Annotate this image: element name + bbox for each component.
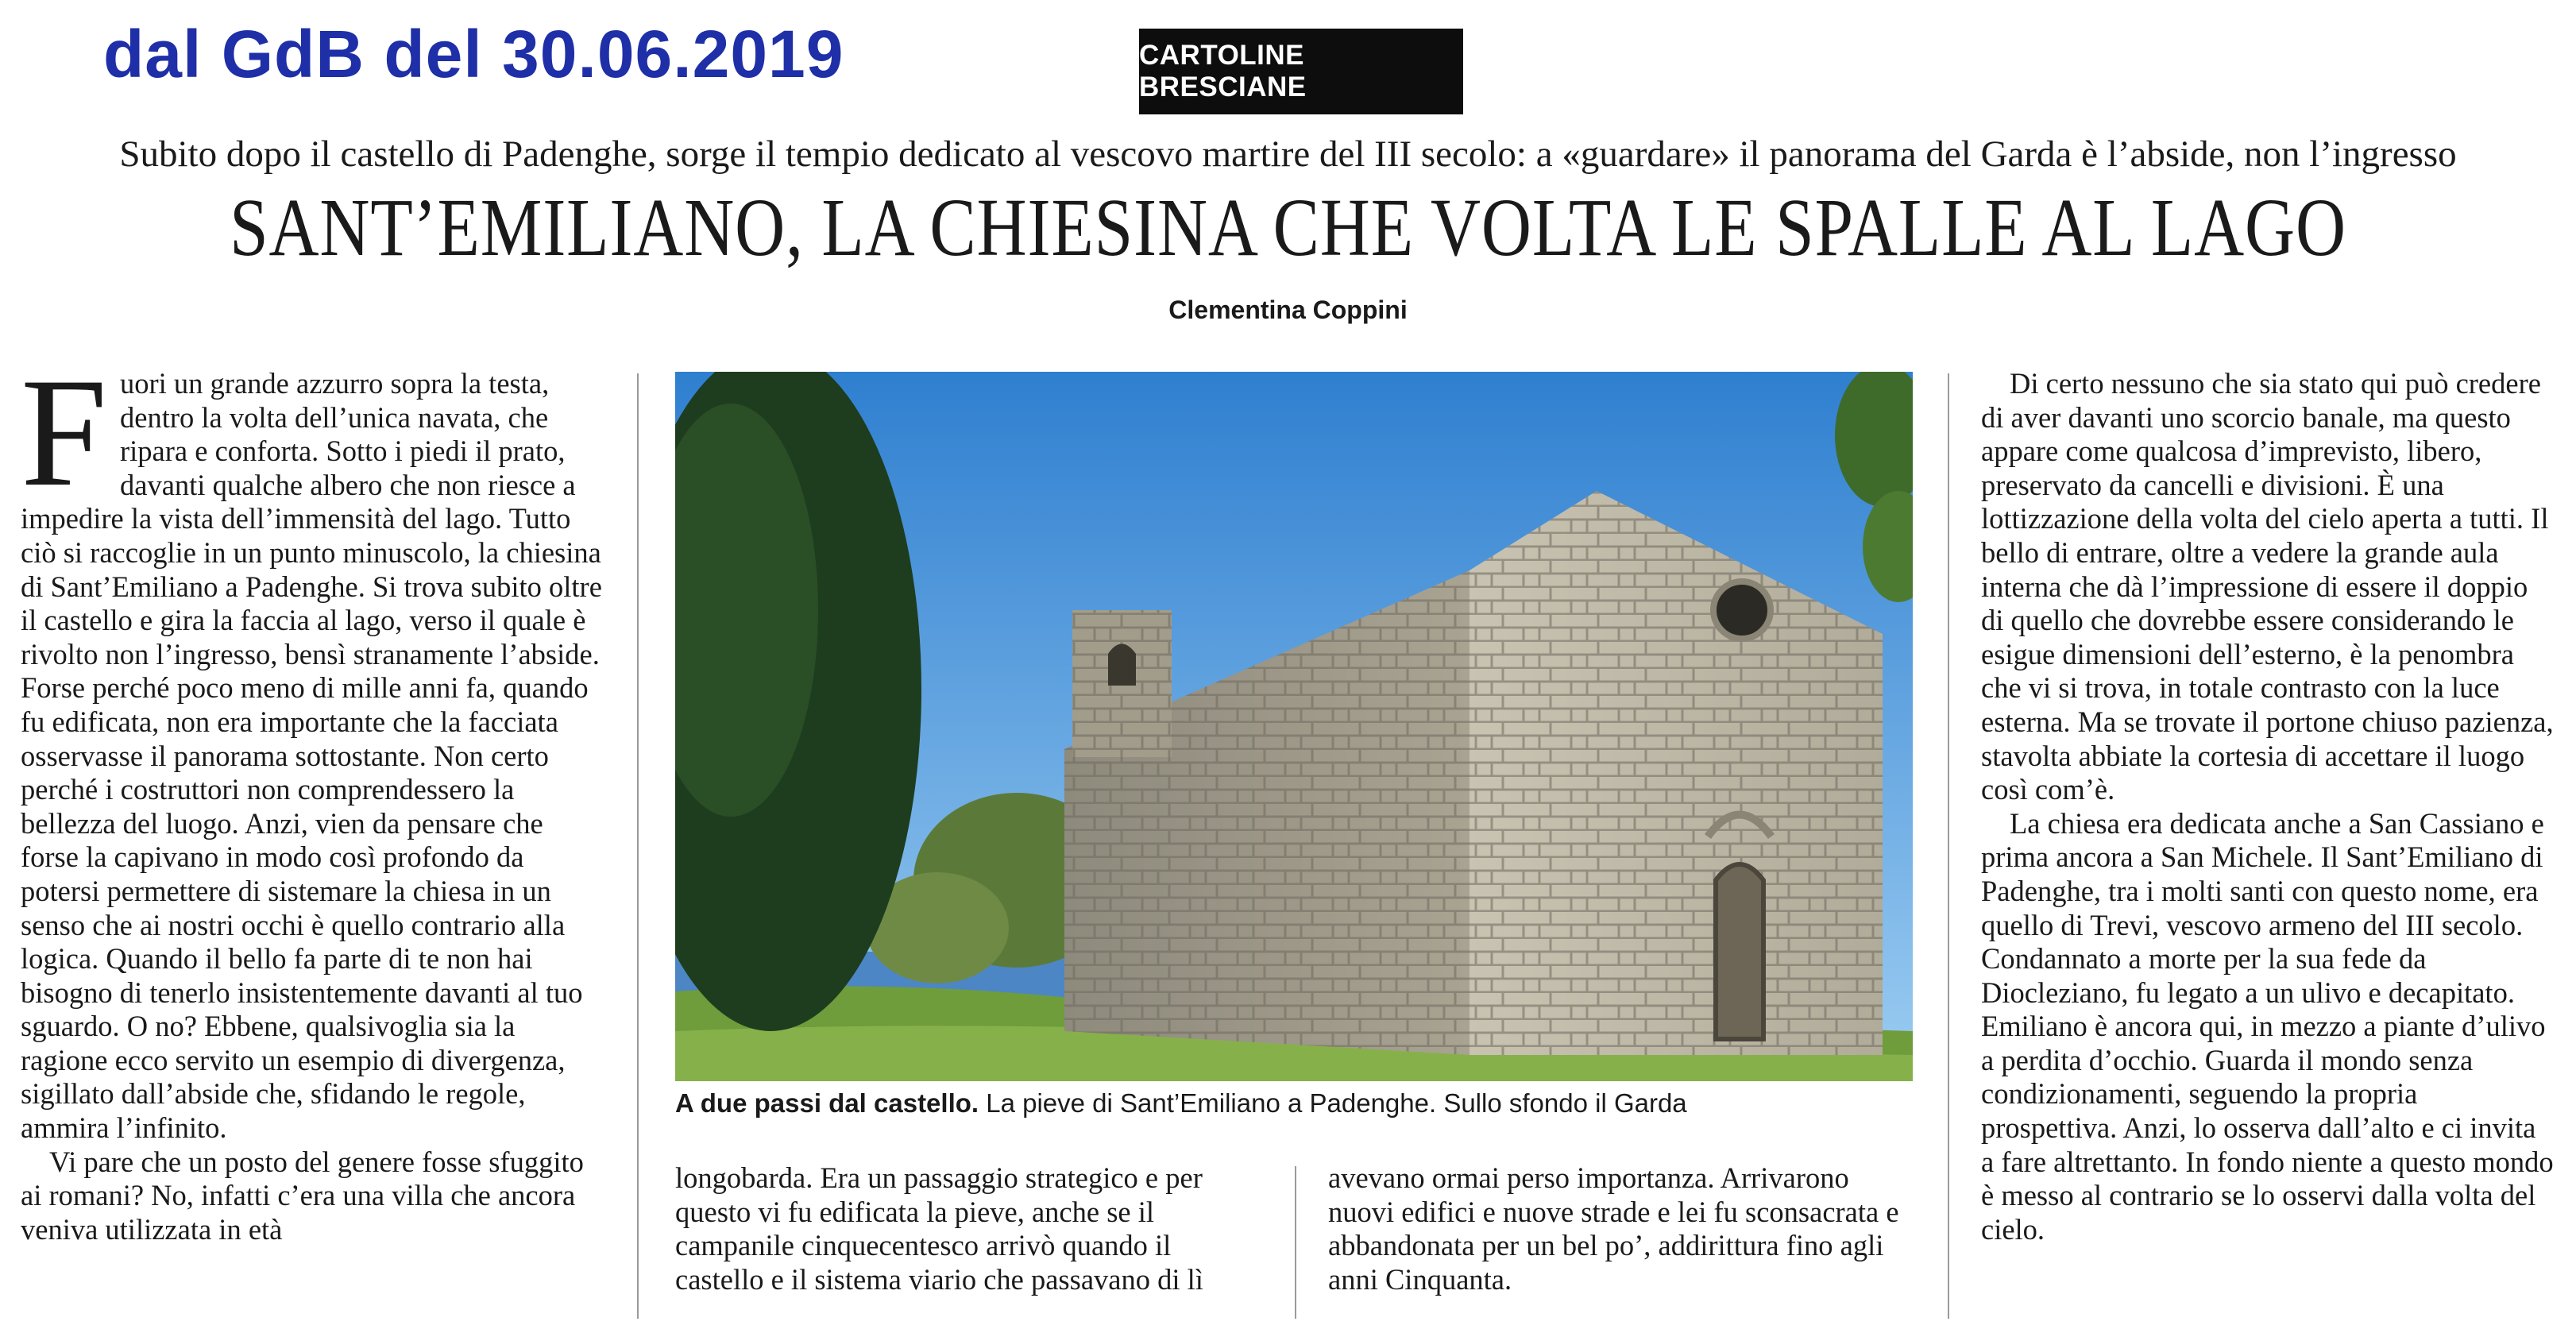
column-divider: [1295, 1166, 1296, 1319]
article-paragraph: Vi pare che un posto del genere fosse sfuggito ai romani? No, infatti c’era una villa che ancora veniva utilizzata in età: [21, 1145, 584, 1246]
article-column-1: [21, 346, 607, 1246]
article-column-3: [1328, 1161, 1916, 1296]
article-byline: Clementina Coppini: [1168, 296, 1408, 324]
rose-window: [1713, 581, 1771, 639]
source-stamp: dal GdB del 30.06.2019: [103, 17, 844, 91]
article-paragraph: Di certo nessuno che sia stato qui può credere di aver davanti uno scorcio banale, ma questo appare come qualcosa d’imprevisto, libero, preservato da cancelli e divisioni. È una lottizzazione della volta del cielo aperta a tutti. Il bello di entrare, oltre a vedere la grande aula interna che dà l’impressione di essere il doppio di quello che dovrebbe essere considerando le esigue dimensioni dell’esterno, è la penombra che vi si trova, in totale contrasto con la luce esterna. Ma se trovate il portone chiuso pazienza, stavolta abbiate la cortesia di accettare il luogo così com’è.: [1981, 367, 2554, 806]
article-paragraph: Fuori un grande azzurro sopra la testa, dentro la volta dell’unica navata, che ripara e conforta. Sotto i piedi il prato, davanti qualche albero che non riesce a impedire la vista dell’immensità del lago. Tutto ciò si raccoglie in un punto minuscolo, la chiesina di Sant’Emiliano a Padenghe. Si trova subito oltre il castello e gira la faccia al lago, verso il quale è rivolto non l’ingresso, bensì stranamente l’abside. Forse perché poco meno di mille anni fa, quando fu edificata, non era importante che la facciata osservasse il panorama sottostante. Non certo perché i costruttori non comprendessero la bellezza del luogo. Anzi, vien da pensare che forse la capivano in modo così profondo da potersi permettere di sistemare la chiesa in un senso che ai nostri occhi è quello contrario alla logica. Quando il bello fa parte di te non hai bisogno di tenerlo insistentemente davanti al tuo sguardo. O no? Ebbene, qualsivoglia sia la ragione ecco servito un esempio di divergenza, sigillato dall’abside che, sfidando le regole, ammira l’infinito.: [21, 346, 602, 1145]
caption-text: La pieve di Sant’Emiliano a Padenghe. Sullo sfondo il Garda: [979, 1088, 1687, 1118]
article-headline: SANT’EMILIANO, LA CHIESINA CHE VOLTA LE SPALLE AL LAGO: [230, 182, 2346, 273]
section-label: CARTOLINE BRESCIANE: [1139, 29, 1463, 114]
church-photo: [675, 372, 1913, 1081]
article-column-2: [675, 1161, 1263, 1296]
photo-caption: [675, 1088, 1913, 1119]
drop-cap: F: [21, 346, 108, 519]
article-paragraph: La chiesa era dedicata anche a San Cassiano e prima ancora a San Michele. Il Sant’Emiliano di Padenghe, tra i molti santi con questo nome, era quello di Trevi, vescovo armeno del III secolo. Condannato a morte per la sua fede da Diocleziano, fu legato a un ulivo e decapitato. Emiliano è ancora qui, in mezzo a piante d’ulivo a perdita d’occhio. Guarda il mondo senza condizionamenti, seguendo la propria prospettiva. Anzi, lo osserva dall’alto e ci invita a fare altrettanto. In fondo niente a questo mondo è messo al contrario se lo osservi dalla volta del cielo.: [1981, 806, 2554, 1246]
church-door: [1716, 864, 1763, 1039]
article-subtitle: Subito dopo il castello di Padenghe, sorge il tempio dedicato al vescovo martire del III secolo: a «guardare» il panorama del Garda è l’abside, non l’ingresso: [119, 133, 2457, 175]
article-paragraph: avevano ormai perso importanza. Arrivarono nuovi edifici e nuove strade e lei fu sconsacrata e abbandonata per un bel po’, addirittura fino agli anni Cinquanta.: [1328, 1161, 1899, 1296]
column-divider: [1948, 373, 1949, 1319]
caption-lead: A due passi dal castello.: [675, 1088, 979, 1118]
article-column-4: [1981, 367, 2555, 1246]
column-divider: [637, 373, 639, 1319]
article-paragraph: longobarda. Era un passaggio strategico e per questo vi fu edificata la pieve, anche se il campanile cinquecentesco arrivò quando il castello e il sistema viario che passavano di lì: [675, 1161, 1203, 1296]
